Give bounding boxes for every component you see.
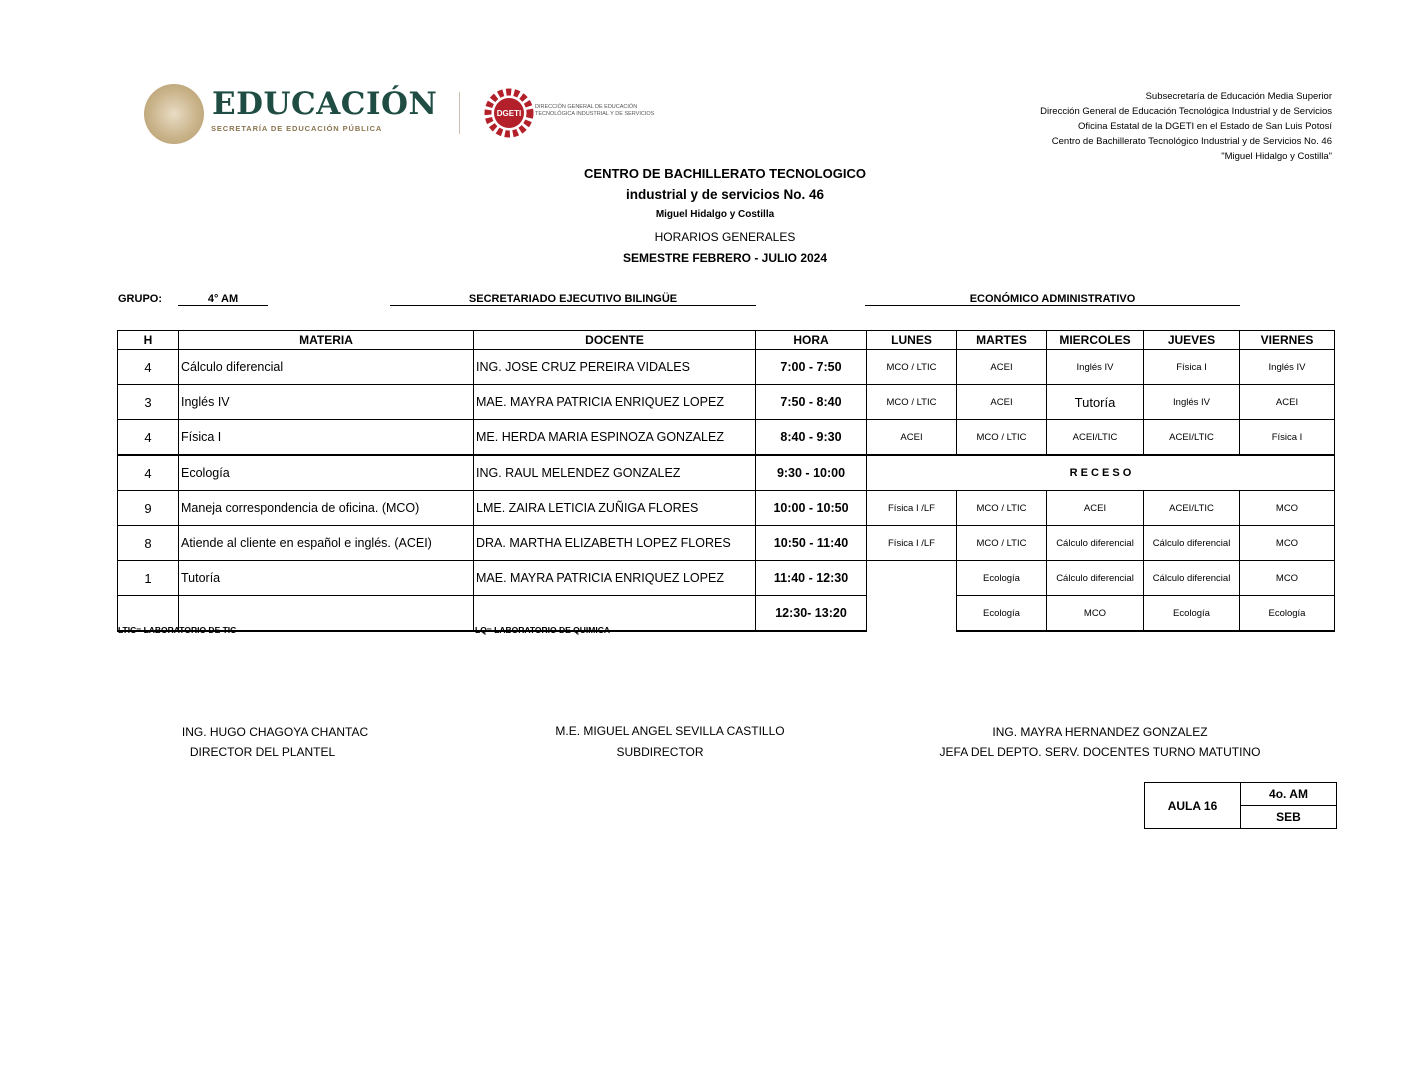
cell-monday: MCO / LTIC — [867, 385, 957, 420]
cell-hours: 9 — [118, 491, 179, 526]
header-line: Centro de Bachillerato Tecnológico Industrial y de Servicios No. 46 — [1051, 136, 1332, 147]
cell-wednesday: MCO — [1047, 596, 1144, 632]
cell-thursday: Cálculo diferencial — [1144, 526, 1240, 561]
cell-time: 9:30 - 10:00 — [756, 455, 867, 491]
note-ltic: LTIC= LABORATORIO DE TIC — [118, 625, 237, 635]
table-row — [118, 385, 1335, 420]
classroom-box — [1144, 782, 1337, 829]
cell-time: 10:00 - 10:50 — [756, 491, 867, 526]
cell-tuesday: ACEI — [957, 350, 1047, 385]
school-subtitle: industrial y de servicios No. 46 — [625, 187, 825, 202]
cell-time: 8:40 - 9:30 — [756, 420, 867, 456]
dgeti-logo-text — [535, 104, 654, 118]
cell-thursday: Inglés IV — [1144, 385, 1240, 420]
header-line: Subsecretaría de Educación Media Superior — [1145, 91, 1332, 102]
cell-time: 7:50 - 8:40 — [756, 385, 867, 420]
cell-subject: Física I — [179, 420, 474, 456]
cell-tuesday: MCO / LTIC — [957, 420, 1047, 456]
school-title: CENTRO DE BACHILLERATO TECNOLOGICO — [584, 166, 866, 181]
cell-subject: Tutoría — [179, 561, 474, 596]
cell-friday: Física I — [1240, 420, 1335, 456]
cell-wednesday: ACEI/LTIC — [1047, 420, 1144, 456]
cell-monday: Física I /LF — [867, 491, 957, 526]
header-line: Oficina Estatal de la DGETI en el Estado de San Luis Potosí — [1078, 121, 1332, 132]
signature-name: ING. MAYRA HERNANDEZ GONZALEZ — [992, 725, 1208, 739]
cell-teacher: MAE. MAYRA PATRICIA ENRIQUEZ LOPEZ — [474, 385, 756, 420]
col-header-viernes: VIERNES — [1240, 331, 1335, 350]
header-line: Dirección General de Educación Tecnológica Industrial y de Servicios — [1040, 106, 1332, 117]
table-row — [118, 350, 1335, 385]
group-label: GRUPO: — [118, 293, 162, 305]
col-header-h: H — [118, 331, 179, 350]
dgeti-line-1: DIRECCIÓN GENERAL DE EDUCACIÓN — [535, 104, 638, 110]
cell-teacher: DRA. MARTHA ELIZABETH LOPEZ FLORES — [474, 526, 756, 561]
signature-role: SUBDIRECTOR — [616, 745, 704, 759]
cell-teacher: ING. RAUL MELENDEZ GONZALEZ — [474, 455, 756, 491]
schedule-title: HORARIOS GENERALES — [654, 230, 796, 244]
classroom-number: AULA 16 — [1145, 783, 1241, 829]
mexico-seal-logo — [144, 84, 204, 144]
cell-subject: Inglés IV — [179, 385, 474, 420]
schedule-table — [117, 330, 1335, 632]
group-value: 4° AM — [178, 293, 268, 306]
cell-tuesday: MCO / LTIC — [957, 526, 1047, 561]
school-name: Miguel Hidalgo y Costilla — [655, 209, 775, 220]
signature-name: M.E. MIGUEL ANGEL SEVILLA CASTILLO — [555, 724, 785, 738]
cell-thursday: Cálculo diferencial — [1144, 561, 1240, 596]
table-row — [118, 491, 1335, 526]
cell-hours: 4 — [118, 455, 179, 491]
cell-subject: Atiende al cliente en español e inglés. (ACEI) — [179, 526, 474, 561]
table-row — [118, 596, 1335, 632]
cell-tuesday: MCO / LTIC — [957, 491, 1047, 526]
cell-tuesday: Ecología — [957, 561, 1047, 596]
cell-wednesday: Tutoría — [1047, 385, 1144, 420]
header-line: "Miguel Hidalgo y Costilla" — [1221, 151, 1332, 162]
cell-monday: ACEI — [867, 420, 957, 456]
col-header-docente: DOCENTE — [474, 331, 756, 350]
cell-teacher: ING. JOSE CRUZ PEREIRA VIDALES — [474, 350, 756, 385]
cell-time: 7:00 - 7:50 — [756, 350, 867, 385]
cell-friday: ACEI — [1240, 385, 1335, 420]
cell-thursday: Ecología — [1144, 596, 1240, 632]
educacion-logo-text: EDUCACIÓN — [212, 86, 438, 122]
cell-friday: Inglés IV — [1240, 350, 1335, 385]
dgeti-gear-logo — [484, 88, 534, 138]
table-row — [118, 526, 1335, 561]
cell-time: 12:30- 13:20 — [756, 596, 867, 632]
note-lq: LQ= LABORATORIO DE QUIMICA — [475, 625, 610, 635]
cell-time: 11:40 - 12:30 — [756, 561, 867, 596]
cell-friday: Ecología — [1240, 596, 1335, 632]
cell-hours: 4 — [118, 420, 179, 456]
cell-thursday: ACEI/LTIC — [1144, 420, 1240, 456]
classroom-career: SEB — [1241, 806, 1337, 829]
cell-thursday: ACEI/LTIC — [1144, 491, 1240, 526]
semester-title: SEMESTRE FEBRERO - JULIO 2024 — [622, 251, 828, 265]
cell-teacher: MAE. MAYRA PATRICIA ENRIQUEZ LOPEZ — [474, 561, 756, 596]
cell-time: 10:50 - 11:40 — [756, 526, 867, 561]
cell-wednesday: Cálculo diferencial — [1047, 526, 1144, 561]
cell-tuesday: Ecología — [957, 596, 1047, 632]
col-header-materia: MATERIA — [179, 331, 474, 350]
signature-role: DIRECTOR DEL PLANTEL — [189, 745, 336, 759]
cell-friday: MCO — [1240, 526, 1335, 561]
cell-wednesday: Inglés IV — [1047, 350, 1144, 385]
col-header-jueves: JUEVES — [1144, 331, 1240, 350]
signature-role: JEFA DEL DEPTO. SERV. DOCENTES TURNO MATUTINO — [939, 745, 1261, 759]
sep-logo-subtitle: SECRETARÍA DE EDUCACIÓN PÚBLICA — [211, 124, 383, 133]
area-name: ECONÓMICO ADMINISTRATIVO — [865, 293, 1240, 306]
dgeti-line-2: TECNOLÓGICA INDUSTRIAL Y DE SERVICIOS — [535, 111, 655, 117]
dgeti-badge-text: DGETI — [496, 109, 522, 118]
cell-thursday: Física I — [1144, 350, 1240, 385]
cell-tuesday: ACEI — [957, 385, 1047, 420]
col-header-lunes: LUNES — [867, 331, 957, 350]
cell-hours: 3 — [118, 385, 179, 420]
signature-name: ING. HUGO CHAGOYA CHANTAC — [181, 725, 369, 739]
table-row — [118, 420, 1335, 456]
cell-monday — [867, 596, 957, 632]
institution-header — [1040, 89, 1332, 164]
cell-wednesday: ACEI — [1047, 491, 1144, 526]
classroom-group: 4o. AM — [1241, 783, 1337, 806]
cell-hours: 1 — [118, 561, 179, 596]
cell-subject: Maneja correspondencia de oficina. (MCO) — [179, 491, 474, 526]
logo-divider — [459, 92, 460, 134]
cell-friday: MCO — [1240, 491, 1335, 526]
cell-monday — [867, 561, 957, 596]
cell-friday: MCO — [1240, 561, 1335, 596]
table-header-row — [118, 331, 1335, 350]
table-row — [118, 561, 1335, 596]
col-header-martes: MARTES — [957, 331, 1047, 350]
cell-subject: Cálculo diferencial — [179, 350, 474, 385]
cell-teacher: LME. ZAIRA LETICIA ZUÑIGA FLORES — [474, 491, 756, 526]
cell-wednesday: Cálculo diferencial — [1047, 561, 1144, 596]
cell-monday: Física I /LF — [867, 526, 957, 561]
cell-monday: MCO / LTIC — [867, 350, 957, 385]
cell-subject: Ecología — [179, 455, 474, 491]
col-header-hora: HORA — [756, 331, 867, 350]
career-name: SECRETARIADO EJECUTIVO BILINGÜE — [390, 293, 756, 306]
cell-teacher: ME. HERDA MARIA ESPINOZA GONZALEZ — [474, 420, 756, 456]
table-row — [118, 455, 1335, 491]
recess-cell: R E C E S O — [867, 455, 1335, 491]
cell-hours: 4 — [118, 350, 179, 385]
cell-hours: 8 — [118, 526, 179, 561]
col-header-miercoles: MIERCOLES — [1047, 331, 1144, 350]
